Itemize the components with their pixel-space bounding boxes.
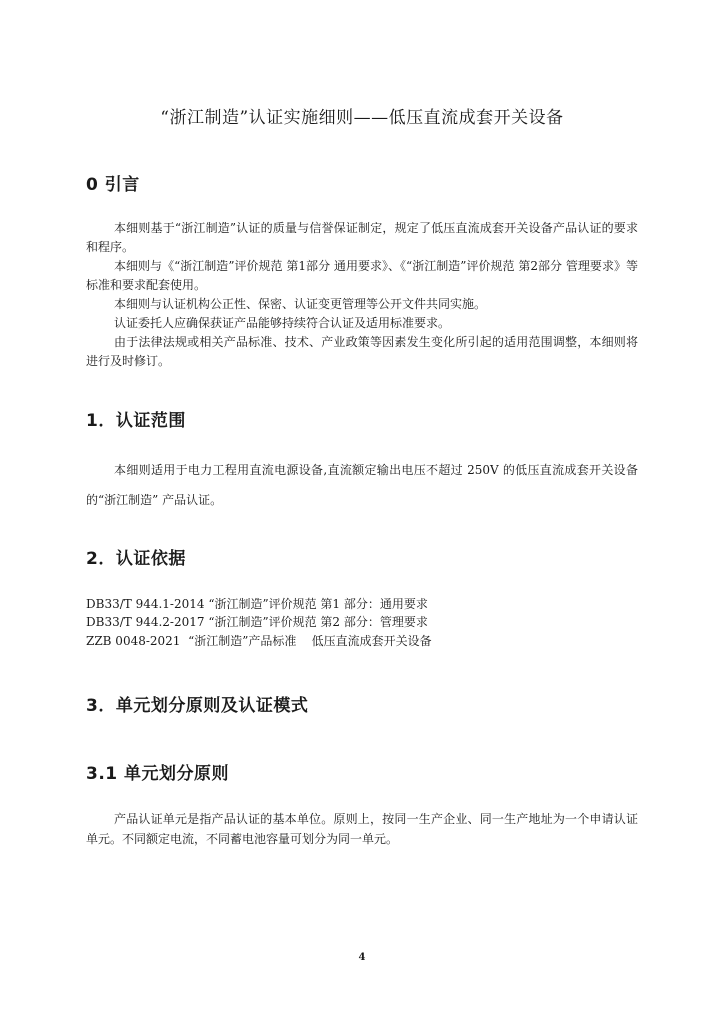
reference-item-3: ZZB 0048-2021 “浙江制造”产品标准 低压直流成套开关设备 — [86, 634, 432, 648]
section-heading-scope: 1．认证范围 — [86, 411, 186, 431]
intro-paragraph-3: 本细则与认证机构公正性、保密、认证变更管理等公开文件共同实施。 — [114, 297, 487, 311]
subsection-heading-unit-principle: 3.1 单元划分原则 — [86, 764, 230, 784]
unit-principle-paragraph: 产品认证单元是指产品认证的基本单位。原则上，按同一生产企业、同一生产地址为一个申请认证单元。不同额定电流，不同蓄电池容量可划分为同一单元。 — [86, 812, 638, 846]
page-number: 4 — [358, 952, 366, 963]
reference-item-2: DB33/T 944.2-2017 “浙江制造”评价规范 第2 部分：管理要求 — [86, 615, 428, 629]
reference-item-1: DB33/T 944.1-2014 “浙江制造”评价规范 第1 部分：通用要求 — [86, 597, 428, 611]
scope-paragraph: 本细则适用于电力工程用直流电源设备,直流额定输出电压不超过 250V 的低压直流成套开关设备的“浙江制造” 产品认证。 — [86, 463, 638, 507]
section-heading-units: 3．单元划分原则及认证模式 — [86, 696, 309, 716]
section-heading-intro: 0 引言 — [86, 175, 140, 195]
intro-paragraph-2: 本细则与《“浙江制造”评价规范 第1部分 通用要求》、《“浙江制造”评价规范 第2部分 管理要求》等标准和要求配套使用。 — [86, 259, 638, 292]
intro-paragraph-1: 本细则基于“浙江制造”认证的质量与信誉保证制定，规定了低压直流成套开关设备产品认证的要求和程序。 — [86, 221, 638, 254]
document-title: “浙江制造”认证实施细则——低压直流成套开关设备 — [160, 108, 564, 128]
section-heading-basis: 2．认证依据 — [86, 549, 186, 569]
intro-paragraph-4: 认证委托人应确保获证产品能够持续符合认证及适用标准要求。 — [114, 316, 451, 330]
intro-paragraph-5: 由于法律法规或相关产品标准、技术、产业政策等因素发生变化所引起的适用范围调整，本细则将进行及时修订。 — [86, 335, 638, 368]
